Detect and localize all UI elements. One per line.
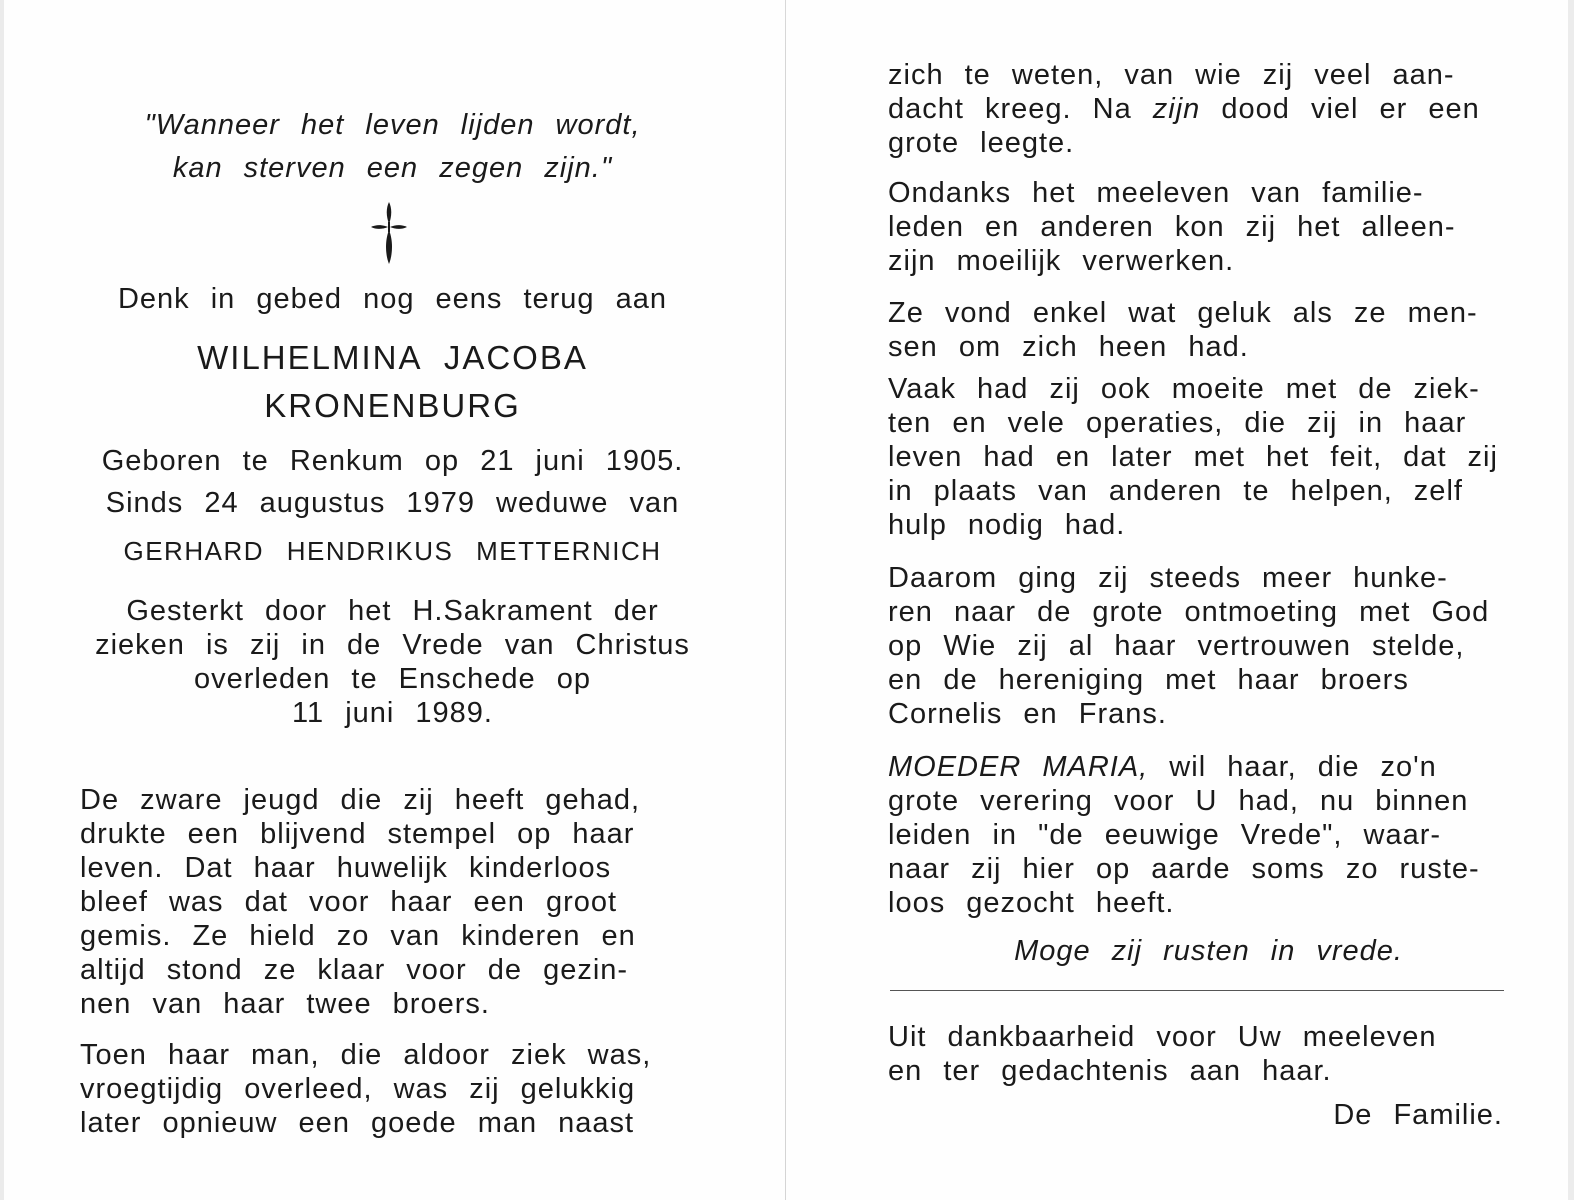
r1-line-2-emphasis: zijn	[1152, 93, 1201, 125]
biography-paragraph-1	[80, 783, 705, 1021]
motto-line-2: kan sterven een zegen zijn."	[172, 152, 613, 184]
r2-line: leden en anderen kon zij het alleen-	[888, 211, 1456, 243]
divider-line	[890, 990, 1504, 991]
r6-line-1-post: wil haar, die zo'n	[1148, 751, 1437, 783]
r1-line-1: zich te weten, van wie zij veel aan-	[888, 59, 1455, 91]
signature-line: De Familie.	[1333, 1099, 1503, 1131]
r1-line-2-pre: dacht kreeg. Na	[888, 93, 1153, 125]
r5-line: Daarom ging zij steeds meer hunke-	[888, 562, 1448, 594]
r1-line-3: grote leegte.	[888, 127, 1075, 159]
cross-icon	[369, 200, 409, 266]
birth-line: Geboren te Renkum op 21 juni 1905.	[101, 445, 684, 477]
right-paragraph-4	[888, 372, 1513, 542]
thanks-text	[888, 1020, 1513, 1088]
right-paragraph-3	[888, 296, 1513, 364]
widow-line: Sinds 24 augustus 1979 weduwe van	[105, 487, 680, 519]
death-line-2: zieken is zij in de Vrede van Christus	[95, 629, 690, 661]
motto	[80, 104, 705, 190]
bio1-line: drukte een blijvend stempel op haar	[80, 818, 635, 850]
right-panel	[888, 0, 1513, 1200]
bio2-line: vroegtijdig overleed, was zij gelukkig	[80, 1073, 636, 1105]
r1-line-2-post: dood viel er een	[1200, 93, 1480, 125]
r6-line-1	[888, 750, 1513, 784]
death-info	[80, 594, 705, 730]
right-paragraph-6	[888, 750, 1513, 920]
right-paragraph-1	[888, 58, 1513, 160]
right-paragraph-5	[888, 561, 1513, 731]
r4-line: leven had en later met het feit, dat zij	[888, 441, 1498, 473]
motto-line-1: "Wanneer het leven lijden wordt,	[144, 109, 641, 141]
birth-info	[80, 440, 705, 524]
death-line-3: overleden te Enschede op	[194, 663, 591, 695]
r3-line: sen om zich heen had.	[888, 331, 1249, 363]
r5-line: ren naar de grote ontmoeting met God	[888, 596, 1490, 628]
r6-line-3: leiden in "de eeuwige Vrede", waar-	[888, 819, 1442, 851]
card-edge-left	[0, 0, 4, 1200]
biography-paragraph-2	[80, 1038, 705, 1140]
right-paragraph-2	[888, 176, 1513, 278]
card-edge-right	[1568, 0, 1574, 1200]
thanks-line-2: en ter gedachtenis aan haar.	[888, 1055, 1332, 1087]
r2-line: Ondanks het meeleven van familie-	[888, 177, 1424, 209]
husband-line: GERHARD HENDRIKUS METTERNICH	[123, 536, 662, 566]
r5-line: op Wie zij al haar vertrouwen stelde,	[888, 630, 1465, 662]
bio2-line: Toen haar man, die aldoor ziek was,	[80, 1039, 652, 1071]
thanks-line-1: Uit dankbaarheid voor Uw meeleven	[888, 1021, 1437, 1053]
r5-line: en de hereniging met haar broers	[888, 664, 1409, 696]
husband-name	[80, 534, 705, 568]
r3-line: Ze vond enkel wat geluk als ze men-	[888, 297, 1478, 329]
bio1-line: bleef was dat voor haar een groot	[80, 886, 618, 918]
bio1-line: De zware jeugd die zij heeft gehad,	[80, 784, 641, 816]
death-line-4: 11 juni 1989.	[292, 697, 493, 729]
family-signature	[888, 1098, 1503, 1132]
bio1-line: altijd stond ze klaar voor de gezin-	[80, 954, 629, 986]
left-panel	[80, 0, 705, 1200]
bio2-line: later opnieuw een goede man naast	[80, 1107, 635, 1139]
r4-line: hulp nodig had.	[888, 509, 1126, 541]
r4-line: Vaak had zij ook moeite met de ziek-	[888, 373, 1480, 405]
bio1-line: leven. Dat haar huwelijk kinderloos	[80, 852, 612, 884]
bio1-line: nen van haar twee broers.	[80, 988, 490, 1020]
r1-line-2	[888, 92, 1513, 126]
r5-line: Cornelis en Frans.	[888, 698, 1167, 730]
intro-text	[80, 282, 705, 316]
name-line-1: WILHELMINA JACOBA	[197, 339, 588, 376]
r6-line-4: naar zij hier op aarde soms zo ruste-	[888, 853, 1480, 885]
rip-line: Moge zij rusten in vrede.	[1014, 935, 1403, 967]
r4-line: ten en vele operaties, die zij in haar	[888, 407, 1467, 439]
name-line-2: KRONENBURG	[264, 387, 521, 424]
r6-line-2: grote verering voor U had, nu binnen	[888, 785, 1469, 817]
intro-line: Denk in gebed nog eens terug aan	[117, 283, 667, 315]
center-fold	[785, 0, 786, 1200]
rest-in-peace	[888, 934, 1513, 968]
bio1-line: gemis. Ze hield zo van kinderen en	[80, 920, 636, 952]
r4-line: in plaats van anderen te helpen, zelf	[888, 475, 1463, 507]
death-line-1: Gesterkt door het H.Sakrament der	[126, 595, 659, 627]
r6-line-5: loos gezocht heeft.	[888, 887, 1175, 919]
r2-line: zijn moeilijk verwerken.	[888, 245, 1235, 277]
r6-emphasis: MOEDER MARIA,	[888, 751, 1149, 783]
deceased-name	[80, 334, 705, 430]
